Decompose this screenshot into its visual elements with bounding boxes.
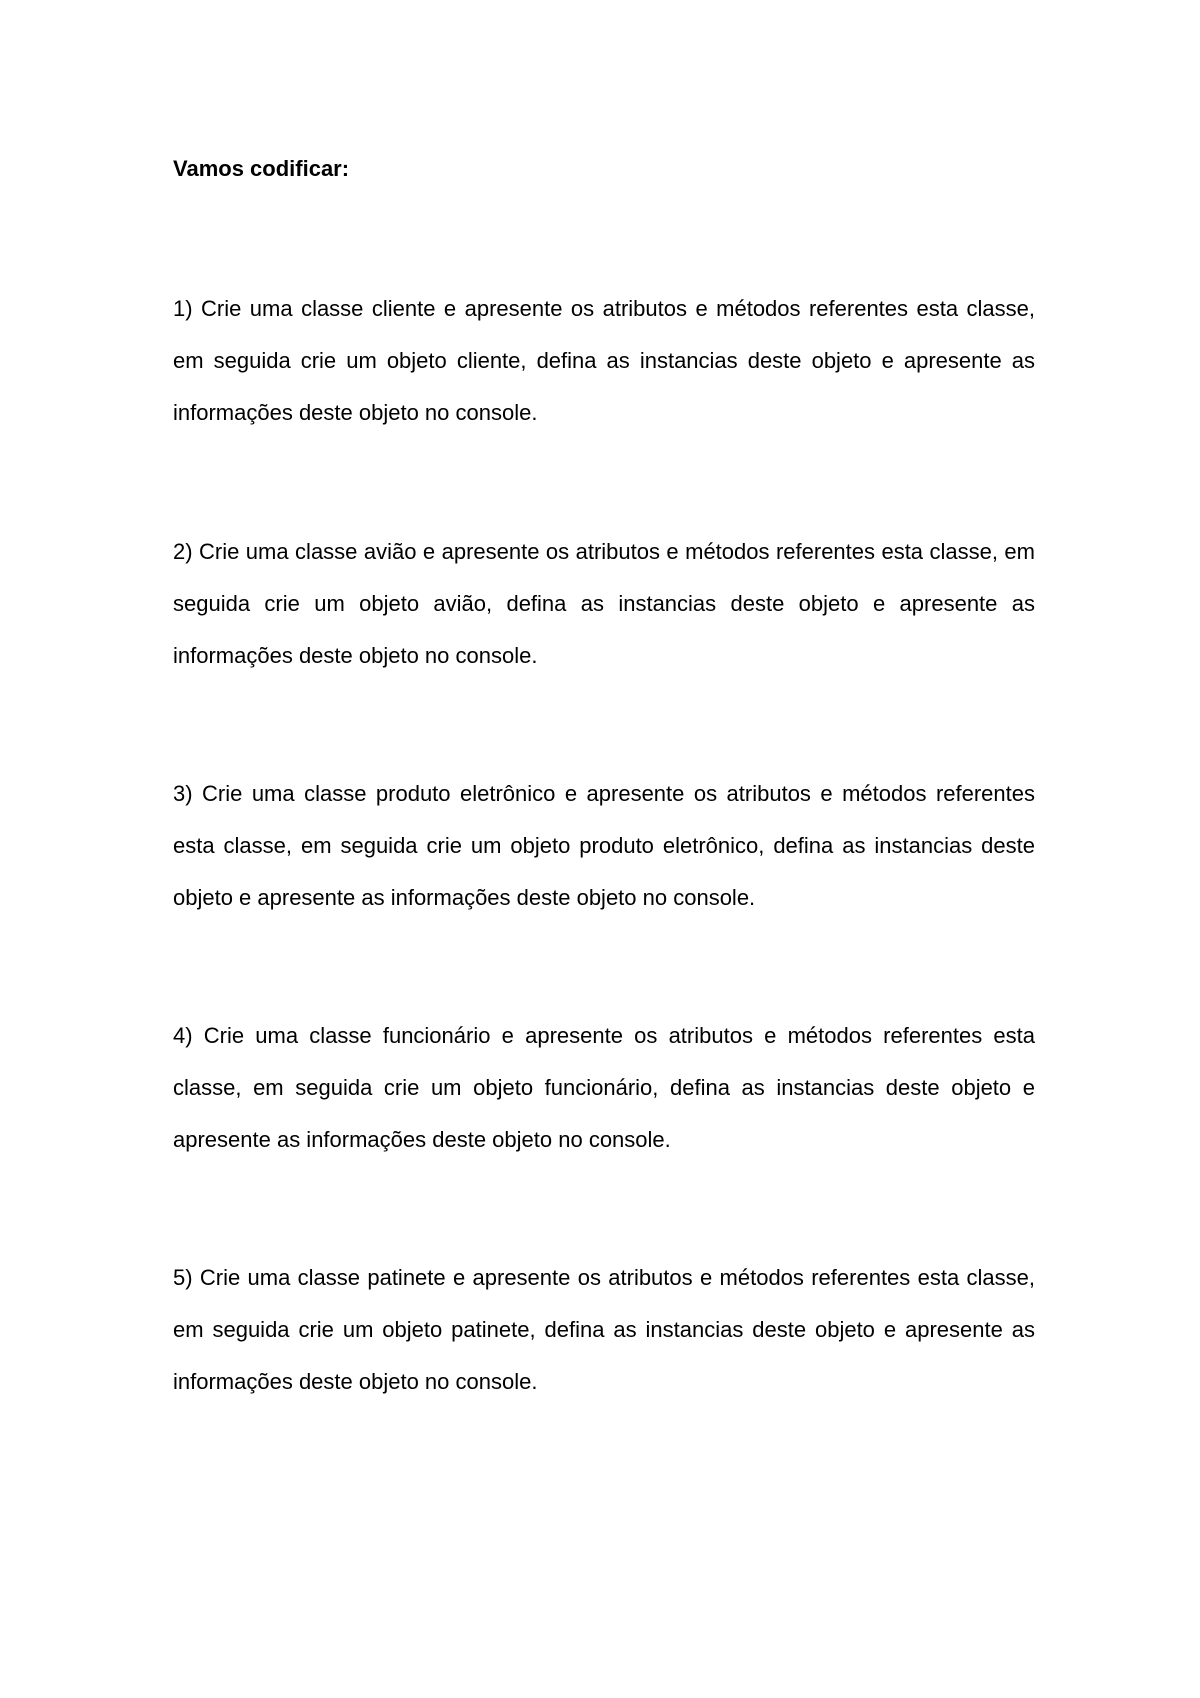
exercise-1: 1) Crie uma classe cliente e apresente os atributos e métodos referentes esta classe, em seguida crie um objeto cliente, defina as instancias deste objeto e apresente as informações deste objeto no console. (173, 296, 1035, 425)
exercise-4: 4) Crie uma classe funcionário e apresente os atributos e métodos referentes esta classe, em seguida crie um objeto funcionário, defina as instancias deste objeto e apresente as informações deste objeto no console. (173, 1023, 1035, 1152)
exercise-2: 2) Crie uma classe avião e apresente os atributos e métodos referentes esta classe, em seguida crie um objeto avião, defina as instancias deste objeto e apresente as informações deste objeto no console. (173, 539, 1035, 668)
exercise-5: 5) Crie uma classe patinete e apresente os atributos e métodos referentes esta classe, em seguida crie um objeto patinete, defina as instancias deste objeto e apresente as informações deste objeto no console. (173, 1265, 1035, 1394)
page-title: Vamos codificar: (173, 156, 350, 181)
document-body (173, 143, 1035, 1408)
exercise-3: 3) Crie uma classe produto eletrônico e apresente os atributos e métodos referentes esta classe, em seguida crie um objeto produto eletrônico, defina as instancias deste objeto e apresente as informações deste objeto no console. (173, 781, 1035, 910)
